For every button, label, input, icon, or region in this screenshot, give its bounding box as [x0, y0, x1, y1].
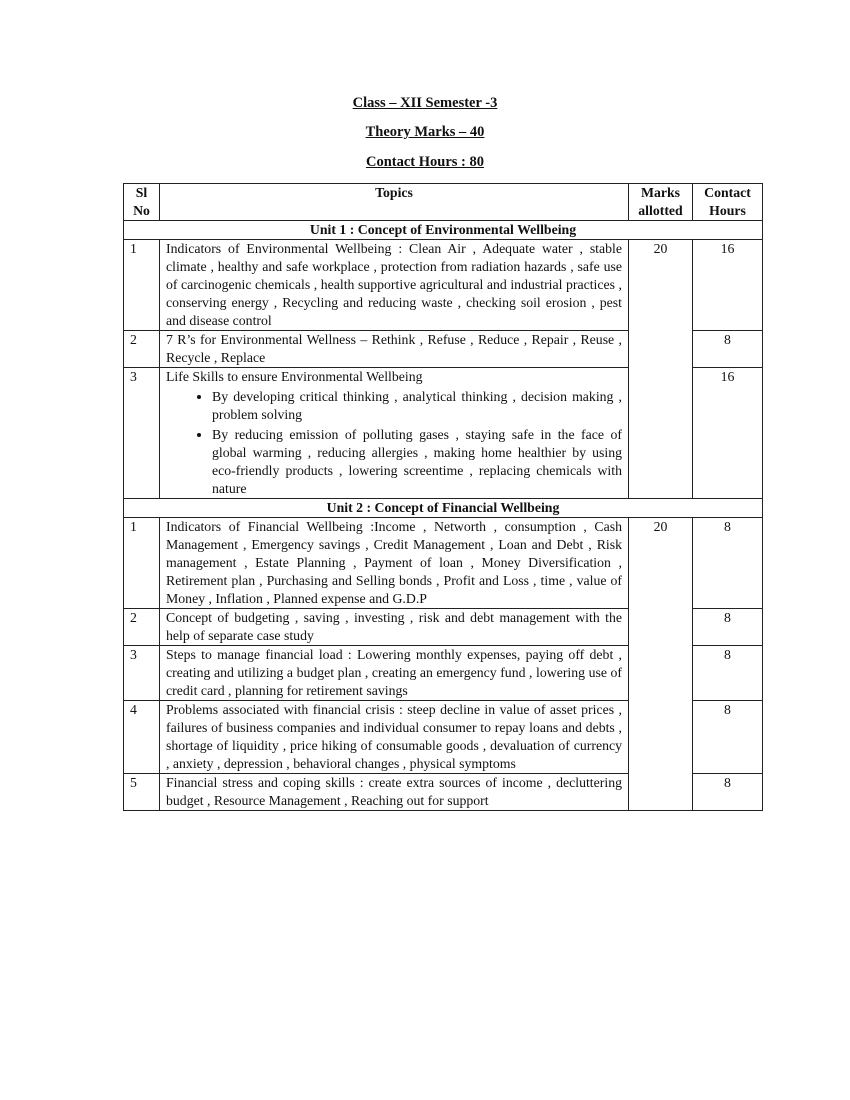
header-topics: Topics — [160, 184, 629, 221]
row-topic: Financial stress and coping skills : create extra sources of income , decluttering budget , Resource Management , Reaching out for support — [160, 774, 629, 811]
row-hours: 8 — [693, 518, 763, 609]
row-sl: 3 — [124, 368, 160, 499]
header-sl: Sl No — [124, 184, 160, 221]
unit-row — [124, 499, 763, 518]
list-item: • By reducing emission of polluting gases , staying safe in the face of global warming , reducing allergies , making home healthier by using eco-friendly products , lowering screentime , replacing chemicals with nature — [212, 426, 622, 498]
row-sl: 5 — [124, 774, 160, 811]
row-topic: Indicators of Financial Wellbeing :Income , Networth , consumption , Cash Management , Emergency savings , Credit Management , Loan and Debt , Risk management , Estate Planning , Payment of loan , Money Diversification , Retirement plan , Purchasing and Selling bonds , Profit and Loss , time , value of Money , Inflation , Planned expense and G.D.P — [160, 518, 629, 609]
row-topic: Steps to manage financial load : Lowering monthly expenses, paying off debt , creating and utilizing a budget plan , creating an emergency fund , lowering use of credit card , planning for retirement savings — [160, 646, 629, 701]
row-sl: 3 — [124, 646, 160, 701]
row-hours: 8 — [693, 646, 763, 701]
row-topic: 7 R’s for Environmental Wellness – Rethink , Refuse , Reduce , Repair , Reuse , Recycle , Replace — [160, 331, 629, 368]
row-hours: 8 — [693, 774, 763, 811]
list-item: • By developing critical thinking , analytical thinking , decision making , problem solving — [212, 388, 622, 424]
theory-marks-heading: Theory Marks – 40 — [365, 124, 485, 140]
header-hours: Contact Hours — [693, 184, 763, 221]
syllabus-table — [123, 183, 763, 811]
row-hours: 8 — [693, 701, 763, 774]
row-sl: 2 — [124, 331, 160, 368]
row-topic: Indicators of Environmental Wellbeing : Clean Air , Adequate water , stable climate , healthy and safe workplace , protection from radiation hazards , safe use of carcinogenic chemicals , health supportive agricultural and industrial practices , conserving energy , Recycling and reducing waste , checking soil erosion , pest and disease control — [160, 240, 629, 331]
row-hours: 16 — [693, 240, 763, 331]
unit-row — [124, 221, 763, 240]
unit-2-title: Unit 2 : Concept of Financial Wellbeing — [124, 499, 763, 518]
bullet-list — [166, 388, 622, 498]
header-marks: Marks allotted — [629, 184, 693, 221]
unit-1-title: Unit 1 : Concept of Environmental Wellbeing — [124, 221, 763, 240]
unit-2-marks: 20 — [629, 518, 693, 811]
class-semester-heading: Class – XII Semester -3 — [352, 95, 498, 111]
row-hours: 16 — [693, 368, 763, 499]
row-hours: 8 — [693, 609, 763, 646]
topic-intro: Life Skills to ensure Environmental Wellbeing — [166, 369, 423, 384]
row-hours: 8 — [693, 331, 763, 368]
row-sl: 1 — [124, 518, 160, 609]
row-topic: Problems associated with financial crisis : steep decline in value of asset prices , failures of business companies and individual consumer to repay loans and debts , shortage of liquidity , price hiking of consumable goods , devaluation of currency , anxiety , depression , behavioral changes , physical symptoms — [160, 701, 629, 774]
row-topic — [160, 368, 629, 499]
row-sl: 4 — [124, 701, 160, 774]
table-row — [124, 240, 763, 331]
row-sl: 1 — [124, 240, 160, 331]
table-header-row — [124, 184, 763, 221]
row-topic: Concept of budgeting , saving , investing , risk and debt management with the help of separate case study — [160, 609, 629, 646]
unit-1-marks: 20 — [629, 240, 693, 499]
contact-hours-heading: Contact Hours : 80 — [365, 154, 484, 170]
row-sl: 2 — [124, 609, 160, 646]
table-row — [124, 518, 763, 609]
